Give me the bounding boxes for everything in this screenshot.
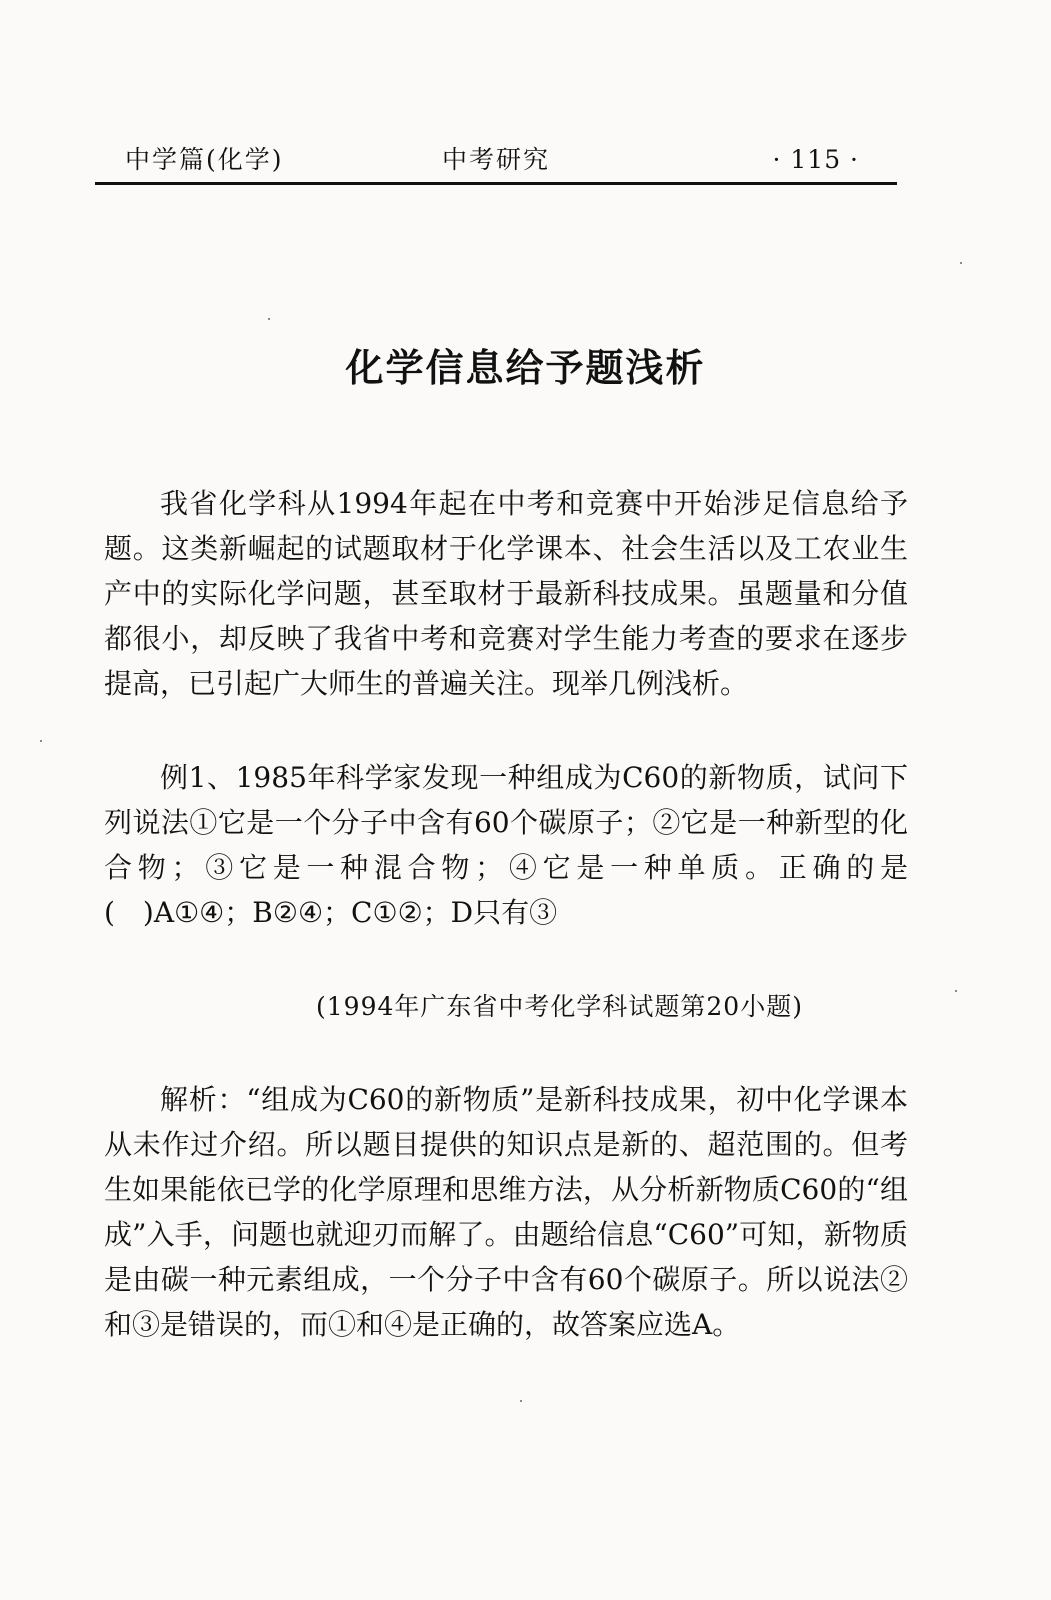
scan-speck bbox=[520, 1400, 522, 1402]
page-number: · 115 · bbox=[772, 145, 859, 174]
intro-paragraph: 我省化学科从1994年起在中考和竞赛中开始涉足信息给予题。这类新崛起的试题取材于化学课本、社会生活以及工农业生产中的实际化学问题，甚至取材于最新科技成果。虽题量和分值都很小，却反映了我省中考和竞赛对学生能力考查的要求在逐步提高，已引起广大师生的普遍关注。现举几例浅析。 bbox=[104, 487, 908, 700]
column-label: 中考研究 bbox=[442, 145, 551, 174]
header-rule bbox=[95, 182, 897, 185]
article-title: 化学信息给予题浅析 bbox=[345, 346, 706, 390]
scan-speck bbox=[40, 740, 42, 742]
section-label: 中学篇(化学) bbox=[125, 145, 284, 174]
scan-speck bbox=[960, 262, 962, 264]
example-1-source: (1994年广东省中考化学科试题第20小题) bbox=[316, 992, 803, 1021]
example-1-paragraph: 例1、1985年科学家发现一种组成为C60的新物质，试问下列说法①它是一个分子中含有60个碳原子；②它是一种新型的化合物；③它是一种混合物；④它是一种单质。正确的是( )A①④；B②④；C①②；D只有③ bbox=[104, 761, 908, 929]
running-header bbox=[97, 135, 897, 181]
analysis-paragraph: 解析：“组成为C60的新物质”是新科技成果，初中化学课本从未作过介绍。所以题目提供的知识点是新的、超范围的。但考生如果能依已学的化学原理和思维方法，从分析新物质C60的“组成”入手，问题也就迎刃而解了。由题给信息“C60”可知，新物质是由碳一种元素组成，一个分子中含有60个碳原子。所以说法②和③是错误的，而①和④是正确的，故答案应选A。 bbox=[104, 1083, 908, 1341]
scan-speck bbox=[268, 318, 270, 320]
scan-speck bbox=[955, 990, 957, 992]
